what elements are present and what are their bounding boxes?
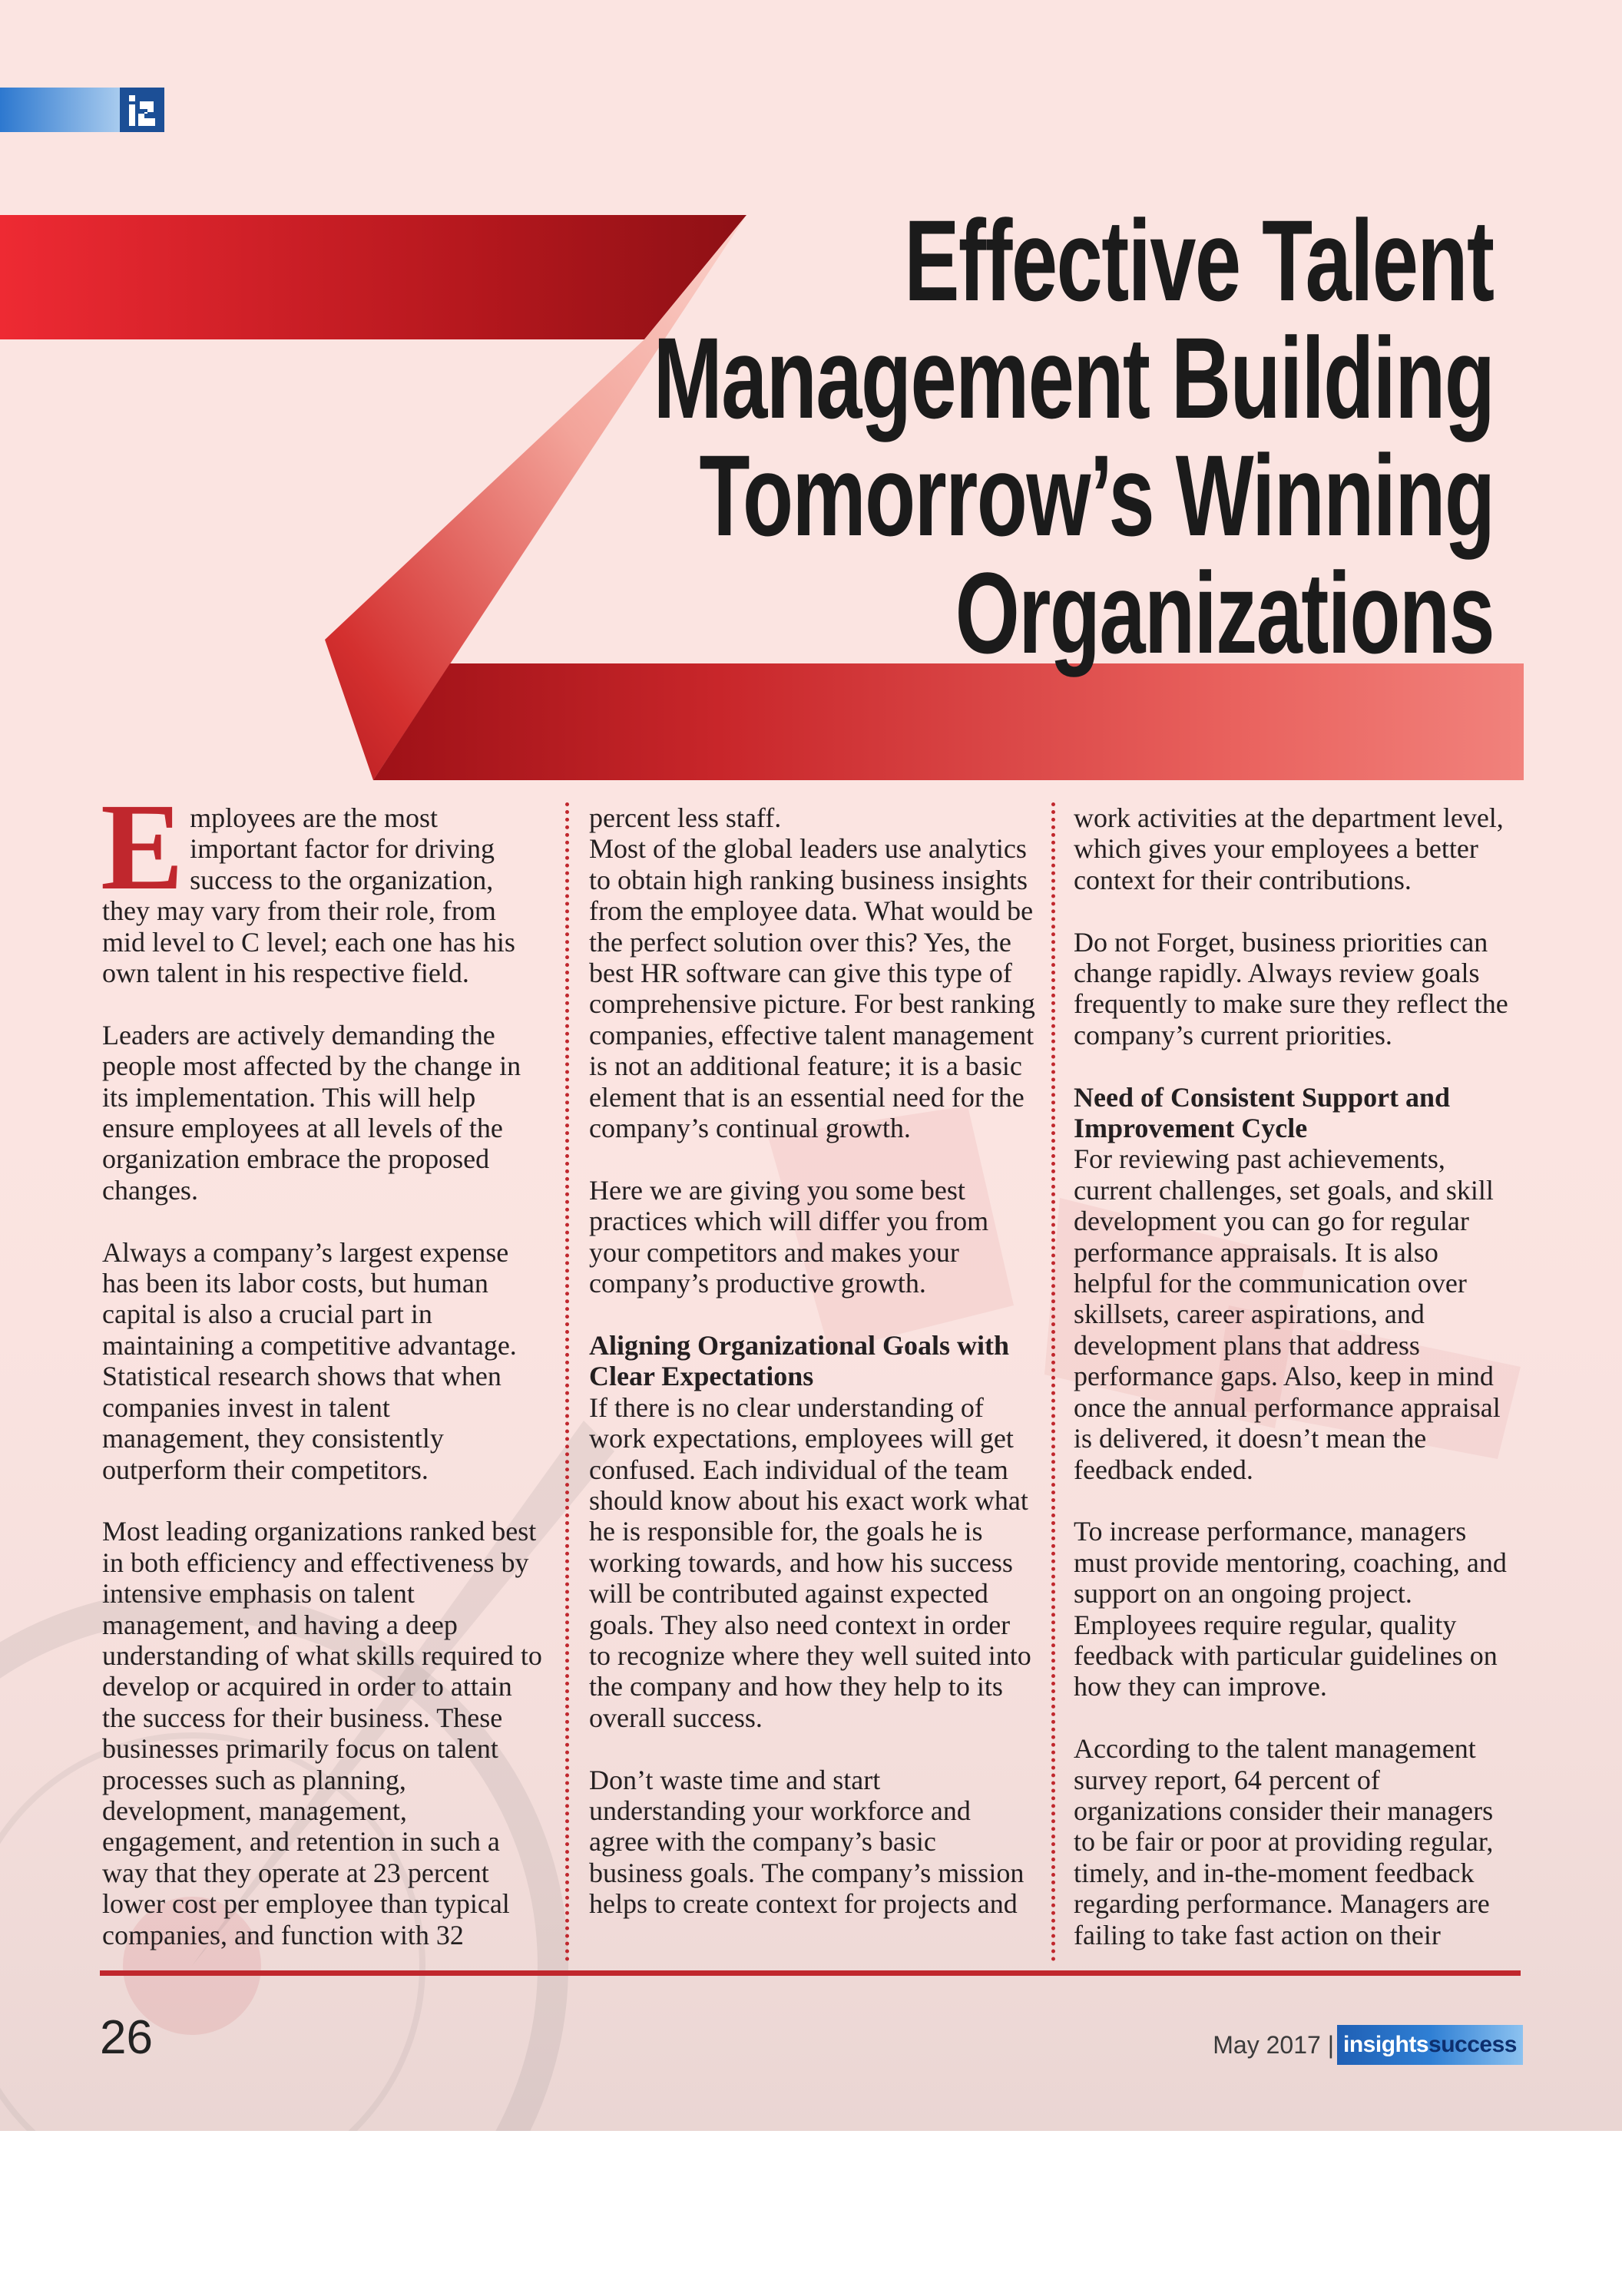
title-line-text: Management Building	[653, 313, 1494, 442]
title-line-text: Effective Talent	[904, 196, 1494, 325]
paragraph: percent less staff.	[589, 802, 782, 833]
page-number: 26	[100, 2011, 153, 2064]
section-heading: Aligning Organizational Goals with Clear Expectations	[589, 1329, 1010, 1392]
article-column-3	[1074, 802, 1521, 1950]
title-line	[326, 313, 1494, 442]
paragraph: To increase performance, managers must provide mentoring, coaching, and support on an ongoing project. Employees require regular, quality feedback with particular guidelines on how they can improve.	[1074, 1516, 1507, 1702]
paragraph: Leaders are actively demanding the people most affected by the change in its implementation. This will help ensure employees at all levels of the organization embrace the proposed changes.	[102, 1019, 521, 1206]
title-line	[326, 431, 1494, 560]
paragraph: Don’t waste time and start understanding your workforce and agree with the company’s basic business goals. The company’s mission helps to create context for projects and	[589, 1764, 1025, 1920]
section-heading: Need of Consistent Support and Improvement Cycle	[1074, 1081, 1451, 1144]
paragraph: Most leading organizations ranked best in both efficiency and effectiveness by intensive emphasis on talent management, and having a deep understanding of what skills required to develop or acquired in order to attain the success for their business. These businesses primarily focus on talent processes such as planning, development, management, engagement, and retention in such a way that they operate at 23 percent lower cost per employee than typical companies, and function with 32	[102, 1516, 542, 1950]
header-blue-bar	[0, 88, 120, 132]
brand-logo-part1: insights	[1343, 2032, 1429, 2057]
paragraph: If there is no clear understanding of work expectations, employees will get confused. Each individual of the team should know about his exact work what he is responsible for, the goals he is working towards, and how his success will be contributed against expected goals. They also need context in order to recognize where they well suited into the company and how they help to its overall success.	[589, 1391, 1031, 1733]
issue-date: May 2017 |	[1213, 2030, 1334, 2059]
bottom-red-band	[373, 663, 1524, 780]
brand-logo-part2: success	[1428, 2032, 1517, 2057]
paragraph: Always a company’s largest expense has been its labor costs, but human capital is also a crucial part in maintaining a competitive advantage. Statistical research shows that when companies invest in talent management, they consistently outperform their competitors.	[102, 1236, 517, 1485]
title-line-text: Organizations	[955, 548, 1494, 677]
title-line	[326, 196, 1494, 325]
paragraph: Do not Forget, business priorities can change rapidly. Always review goals frequently to make sure they reflect the company’s current priorities.	[1074, 926, 1508, 1050]
footer-issue-info	[1213, 2025, 1523, 2065]
article-title	[326, 196, 1494, 677]
paragraph: Most of the global leaders use analytics to obtain high ranking business insights from the employee data. What would be the perfect solution over this? Yes, the best HR software can give this type of comprehensive picture. For best ranking companies, effective talent management is not an additional feature; it is a basic element that is an essential need for the company’s continual growth.	[589, 833, 1035, 1144]
column-divider	[1051, 802, 1055, 1962]
column-divider	[565, 802, 569, 1962]
insights-success-icon	[120, 88, 164, 132]
title-line	[326, 548, 1494, 677]
paragraph: work activities at the department level, which gives your employees a better context for their contributions.	[1074, 802, 1504, 895]
title-line-text: Tomorrow’s Winning	[699, 431, 1494, 560]
paragraph: Here we are giving you some best practices which will differ you from your competitors and makes your company’s productive growth.	[589, 1174, 989, 1299]
drop-cap: E	[101, 779, 184, 916]
paragraph-text: mployees are the most important factor for driving success to the organization, they may vary from their role, from mid level to C level; each one has his own talent in his respective field.	[102, 802, 515, 989]
paragraph: For reviewing past achievements, current challenges, set goals, and skill development you can go for regular performance appraisals. It is also helpful for the communication over skillsets, career aspirations, and development plans that address performance gaps. Also, keep in mind once the annual performance appraisal is delivered, it doesn’t mean the feedback ended.	[1074, 1143, 1501, 1485]
brand-logo	[1337, 2025, 1523, 2065]
article-column-1	[101, 779, 544, 1950]
paragraph: According to the talent management survey report, 64 percent of organizations consider their managers to be fair or poor at providing regular, timely, and in-the-moment feedback regarding performance. Managers are failing to take fast action on their	[1074, 1733, 1494, 1950]
paragraph	[101, 779, 544, 989]
footer-rule	[100, 1970, 1521, 1976]
article-column-2	[589, 802, 1036, 1920]
